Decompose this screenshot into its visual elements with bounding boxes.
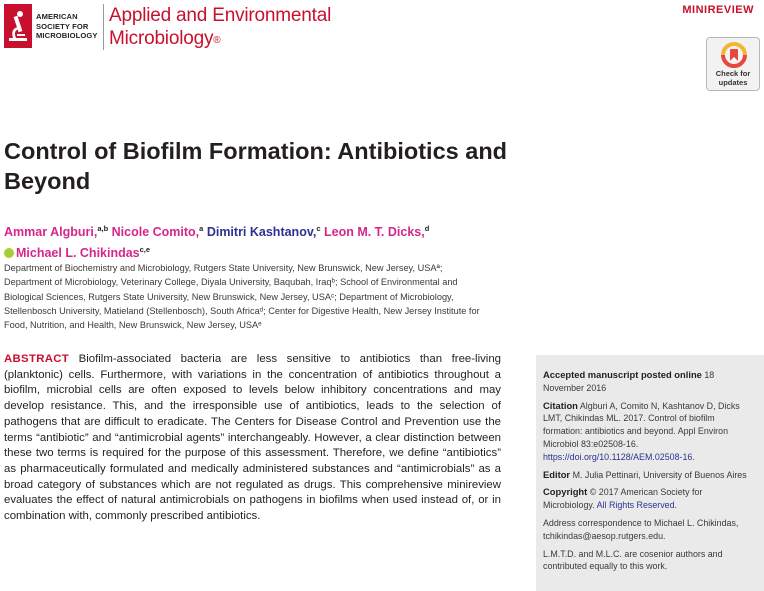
rights-link[interactable]: All Rights Reserved. [596, 500, 678, 511]
editor-value: M. Julia Pettinari, University of Buenos Aires [572, 469, 747, 480]
logo-divider [103, 4, 104, 50]
cosenior-note: L.M.T.D. and M.L.C. are cosenior authors and contributed equally to this work. [543, 548, 723, 572]
citation-text: Algburi A, Comito N, Kashtanov D, Dicks LMT, Chikindas ML. 2017. Control of biofilm formation: antibiotics and beyond. Appl Environ Microbiol 83:e02508-16. [543, 400, 740, 449]
author-affiliation-sup: a [199, 224, 204, 233]
registered-mark: ® [213, 34, 221, 46]
author-list [4, 220, 524, 262]
copyright-label: Copyright [543, 486, 588, 498]
society-name [36, 12, 98, 41]
author-name[interactable]: Leon M. T. Dicks, [323, 225, 425, 240]
asm-logo [4, 4, 102, 52]
check-updates-icon [721, 42, 747, 68]
author-affiliation-sup: d [424, 224, 430, 233]
check-for-updates-button[interactable] [706, 37, 760, 91]
author-name[interactable]: Dimitri Kashtanov, [206, 225, 317, 240]
abstract [4, 352, 501, 525]
society-name-line-1: AMERICAN [36, 12, 78, 21]
orcid-icon[interactable] [4, 248, 14, 258]
journal-title [109, 5, 331, 50]
accepted-date: 18 November 2016 [543, 370, 715, 393]
accepted-label: Accepted manuscript posted online [543, 369, 702, 380]
abstract-text: Biofilm-associated bacteria are less sensitive to antibiotics than free-living (planktonic) cells. Furthermore, with variations in the concentration of antibiotics throughout a biofilm, microbial cells are often exposed to levels below inhibitory concentrations and may develop resistance. This, and the irresponsible use of antibiotics, leads to the selection of pathogens that are difficult to eradicate. The Centers for Disease Control and Prevention use the terms “antibiotic” and “antimicrobial agents” interchangeably. However, a clear distinction between these two terms is required for the purpose of this assessment. Therefore, we define “antibiotics” as pharmaceutically formulated and medically administered substances and “antimicrobials” as a broad category of substances which are not regulated as drugs. This comprehensive minireview evaluates the effect of natural antimicrobials on pathogens in biofilms when used instead of, or in combination with, commonly prescribed antibiotics. [4, 353, 501, 523]
article-type-label: MINIREVIEW [682, 4, 754, 16]
author-name[interactable]: Ammar Algburi, [4, 225, 98, 240]
copyright-value: © 2017 American Society for Microbiology. [543, 487, 703, 511]
citation-label: Citation [543, 399, 578, 411]
society-name-line-3: MICROBIOLOGY [36, 31, 98, 41]
journal-title-line-2: Microbiology [109, 27, 214, 49]
editor-info [543, 469, 756, 482]
author-affiliation-sup: a,b [97, 224, 109, 233]
microscope-icon [4, 4, 32, 48]
journal-title-line-1: Applied and Environmental [109, 5, 332, 26]
author-affiliation-sup: c [316, 224, 321, 233]
check-updates-label: Check for updates [715, 69, 751, 87]
citation-doi-link[interactable]: https://doi.org/10.1128/AEM.02508-16 [543, 451, 693, 462]
article-info-sidebar [536, 355, 764, 591]
author-name[interactable]: Nicole Comito, [111, 225, 200, 240]
correspondence-info: Address correspondence to Michael L. Chikindas, tchikindas@aesop.rutgers.edu. [543, 517, 739, 541]
editor-label: Editor [543, 468, 571, 480]
citation-info: Citation Algburi A, Comito N, Kashtanov D, Dicks LMT, Chikindas ML. 2017. Control of biofilm formation: antibiotics and beyond. Appl Environ Microbiol 83:e02508-16. https://doi.org/10.1128/AEM.02508-16. [543, 399, 740, 462]
author-affiliation-sup: c,e [139, 245, 151, 255]
article-title: Control of Biofilm Formation: Antibiotics and Beyond [4, 138, 508, 194]
accepted-info [543, 369, 756, 395]
author-name[interactable]: Michael L. Chikindas [16, 246, 140, 261]
abstract-label: ABSTRACT [4, 353, 70, 365]
copyright-info [543, 486, 756, 512]
society-name-line-2: SOCIETY FOR [36, 21, 89, 31]
affiliations: Department of Biochemistry and Microbiology, Rutgers State University, New Brunswick, New Jersey, USAª; Department of Microbiology, Veterinary College, Diyala University, Baqubah, Iraqᵇ; School of Environmental and Biological Sciences, Rutgers State University, New Brunswick, New Jersey, USAᶜ; Department of Microbiology, Stellenbosch University, Matieland (Stellenbosch), South Africaᵈ; Center for Digestive Health, New Jersey Institute for Food, Nutrition, and Health, New Brunswick, New Jersey, USAᵉ [4, 263, 480, 331]
